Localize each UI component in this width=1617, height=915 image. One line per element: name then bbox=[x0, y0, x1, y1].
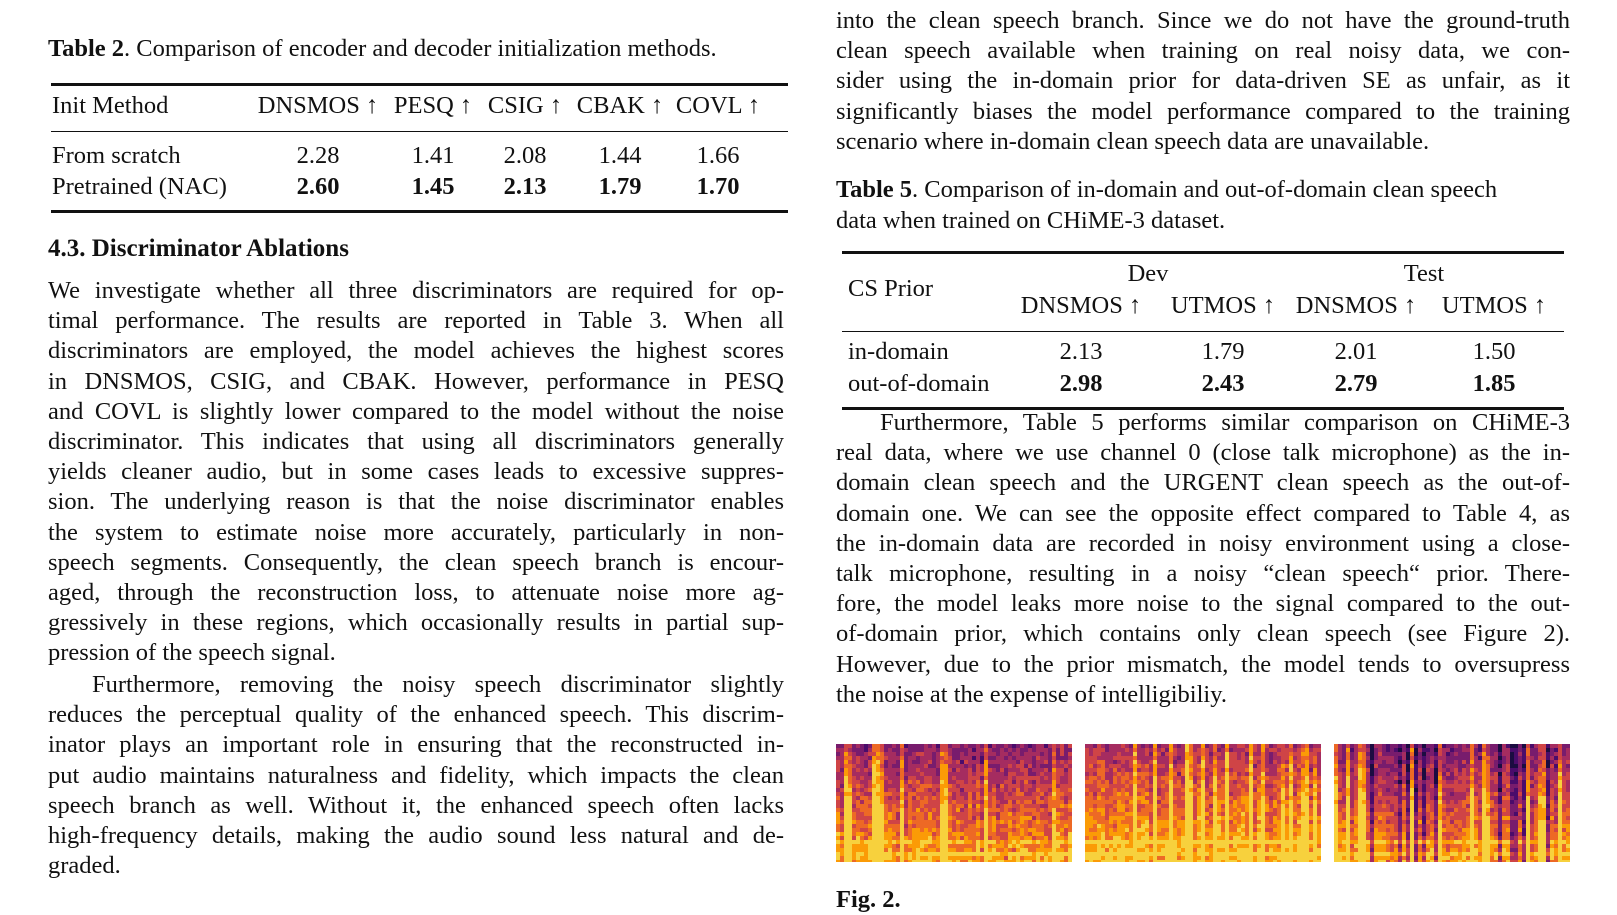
figure2 bbox=[836, 744, 1570, 862]
table5-row2-dev-utmos: 2.43 bbox=[1202, 368, 1245, 399]
table5-row1-prior: in-domain bbox=[848, 336, 949, 367]
left-paragraph-2-line: reduces the perceptual quality of the enhanced speech. This discrim- bbox=[48, 699, 784, 730]
left-paragraph-1-line: sion. The underlying reason is that the noise discriminator enables bbox=[48, 486, 784, 517]
table5-caption-line2: data when trained on CHiME-3 dataset. bbox=[836, 205, 1570, 236]
table2-caption-label: Table 2 bbox=[48, 35, 124, 62]
left-paragraph-1-line: yields cleaner audio, but in some cases leads to excessive suppres- bbox=[48, 456, 784, 487]
right-paragraph-2-line: domain clean speech and the URGENT clean speech as the out-of- bbox=[836, 467, 1570, 498]
table2-top-rule bbox=[51, 83, 788, 86]
left-paragraph-2-line: speech branch as well. Without it, the enhanced speech often lacks bbox=[48, 790, 784, 821]
right-paragraph-2-line: domain one. We can see the opposite effect compared to Table 4, as bbox=[836, 498, 1570, 529]
table2-header-csig: CSIG ↑ bbox=[488, 90, 562, 121]
left-paragraph-1-line: discriminator. This indicates that using all discriminators generally bbox=[48, 426, 784, 457]
table2-row1-pesq: 1.41 bbox=[412, 140, 455, 171]
left-paragraph-2-line: Furthermore, removing the noisy speech discriminator slightly bbox=[48, 669, 784, 700]
table5-row1-dev-dnsmos: 2.13 bbox=[1060, 336, 1103, 367]
table2-row2-dnsmos: 2.60 bbox=[297, 171, 340, 202]
left-paragraph-2-line: put audio maintains naturalness and fidelity, which impacts the clean bbox=[48, 760, 784, 791]
table2-caption-text: . Comparison of encoder and decoder initialization methods. bbox=[124, 35, 717, 62]
table2-header-dnsmos: DNSMOS ↑ bbox=[258, 90, 379, 121]
table5-caption-label: Table 5 bbox=[836, 176, 912, 203]
left-paragraph-1-line: pression of the speech signal. bbox=[48, 637, 784, 668]
right-paragraph-2-line: Furthermore, Table 5 performs similar comparison on CHiME-3 bbox=[836, 407, 1570, 438]
left-paragraph-1-line: the system to estimate noise more accurately, particularly in non- bbox=[48, 517, 784, 548]
left-paragraph-2-line: inator plays an important role in ensuring that the reconstructed in- bbox=[48, 729, 784, 760]
table5-caption-line1 bbox=[836, 174, 1570, 205]
table5-group-dev: Dev bbox=[1128, 258, 1169, 289]
left-paragraph-1-line: We investigate whether all three discriminators are required for op- bbox=[48, 275, 784, 306]
table2-row2-pesq: 1.45 bbox=[412, 171, 455, 202]
table5-sub-test-utmos: UTMOS ↑ bbox=[1442, 290, 1546, 321]
table5-row1-test-dnsmos: 2.01 bbox=[1335, 336, 1378, 367]
table5-mid-rule bbox=[842, 331, 1564, 332]
right-paragraph-2-line: the in-domain data are recorded in noisy environment using a close- bbox=[836, 528, 1570, 559]
table5-row1-dev-utmos: 1.79 bbox=[1202, 336, 1245, 367]
right-paragraph-2-line: of-domain prior, which contains only clean speech (see Figure 2). bbox=[836, 618, 1570, 649]
table2-caption bbox=[48, 33, 784, 64]
figure2-caption bbox=[836, 884, 901, 915]
table5-header-cs-prior: CS Prior bbox=[848, 273, 933, 304]
left-paragraph-1-line: aged, through the reconstruction loss, to attenuate noise more ag- bbox=[48, 577, 784, 608]
left-paragraph-1-line: in DNSMOS, CSIG, and CBAK. However, performance in PESQ bbox=[48, 366, 784, 397]
left-paragraph-1-line: timal performance. The results are reported in Table 3. When all bbox=[48, 305, 784, 336]
spectrogram-noisy bbox=[836, 744, 1072, 862]
table2-row1-method: From scratch bbox=[52, 140, 181, 171]
spectrogram-in-domain bbox=[1085, 744, 1321, 862]
table2-header-covl: COVL ↑ bbox=[676, 90, 760, 121]
left-paragraph-1-line: and COVL is slightly lower compared to the model without the noise bbox=[48, 396, 784, 427]
left-paragraph-1-line: gressively in these regions, which occasionally results in partial sup- bbox=[48, 607, 784, 638]
table2-row2-csig: 2.13 bbox=[504, 171, 547, 202]
table5-top-rule bbox=[842, 251, 1564, 254]
table2-row2-cbak: 1.79 bbox=[599, 171, 642, 202]
right-paragraph-1-line: into the clean speech branch. Since we do not have the ground-truth bbox=[836, 5, 1570, 36]
table5-row2-prior: out-of-domain bbox=[848, 368, 990, 399]
table2-row2-method: Pretrained (NAC) bbox=[52, 171, 227, 202]
spectrogram-out-of-domain bbox=[1334, 744, 1570, 862]
table2-row1-cbak: 1.44 bbox=[599, 140, 642, 171]
table5-row1-test-utmos: 1.50 bbox=[1473, 336, 1516, 367]
right-paragraph-2-line: the noise at the expense of intelligibiliy. bbox=[836, 679, 1570, 710]
left-paragraph-2-line: graded. bbox=[48, 850, 784, 881]
table5-row2-test-utmos: 1.85 bbox=[1473, 368, 1516, 399]
table2-header-cbak: CBAK ↑ bbox=[577, 90, 663, 121]
left-paragraph-1-line: speech segments. Consequently, the clean speech branch is encour- bbox=[48, 547, 784, 578]
table2-row2-covl: 1.70 bbox=[697, 171, 740, 202]
right-paragraph-2-line: talk microphone, resulting in a noisy “clean speech“ prior. There- bbox=[836, 558, 1570, 589]
table5-row2-dev-dnsmos: 2.98 bbox=[1060, 368, 1103, 399]
right-paragraph-2-line: real data, where we use channel 0 (close talk microphone) as the in- bbox=[836, 437, 1570, 468]
table5-row2-test-dnsmos: 2.79 bbox=[1335, 368, 1378, 399]
table2-bottom-rule bbox=[51, 210, 788, 213]
right-paragraph-1-line: significantly biases the model performance compared to the training bbox=[836, 96, 1570, 127]
figure2-caption-label: Fig. 2. bbox=[836, 886, 901, 913]
table2-header-pesq: PESQ ↑ bbox=[394, 90, 472, 121]
table2-header-init-method: Init Method bbox=[52, 90, 168, 121]
table5-sub-dev-dnsmos: DNSMOS ↑ bbox=[1021, 290, 1142, 321]
table5-caption-text: . Comparison of in-domain and out-of-domain clean speech bbox=[912, 176, 1497, 203]
table2-mid-rule bbox=[51, 131, 788, 132]
table5-sub-test-dnsmos: DNSMOS ↑ bbox=[1296, 290, 1417, 321]
right-paragraph-1-line: clean speech available when training on real noisy data, we con- bbox=[836, 35, 1570, 66]
left-paragraph-2-line: high-frequency details, making the audio sound less natural and de- bbox=[48, 820, 784, 851]
section-heading: 4.3. Discriminator Ablations bbox=[48, 233, 349, 264]
right-paragraph-1-line: scenario where in-domain clean speech data are unavailable. bbox=[836, 126, 1570, 157]
table5-sub-dev-utmos: UTMOS ↑ bbox=[1171, 290, 1275, 321]
spectrogram-noisy-image bbox=[836, 744, 1072, 862]
right-paragraph-2-line: fore, the model leaks more noise to the signal compared to the out- bbox=[836, 588, 1570, 619]
spectrogram-out-of-domain-image bbox=[1334, 744, 1570, 862]
right-paragraph-1-line: sider using the in-domain prior for data-driven SE as unfair, as it bbox=[836, 65, 1570, 96]
table2-row1-dnsmos: 2.28 bbox=[297, 140, 340, 171]
right-paragraph-2-line: However, due to the prior mismatch, the model tends to oversupress bbox=[836, 649, 1570, 680]
table5-group-test: Test bbox=[1404, 258, 1444, 289]
table2-row1-covl: 1.66 bbox=[697, 140, 740, 171]
left-paragraph-1-line: discriminators are employed, the model achieves the highest scores bbox=[48, 335, 784, 366]
table2-row1-csig: 2.08 bbox=[504, 140, 547, 171]
spectrogram-in-domain-image bbox=[1085, 744, 1321, 862]
